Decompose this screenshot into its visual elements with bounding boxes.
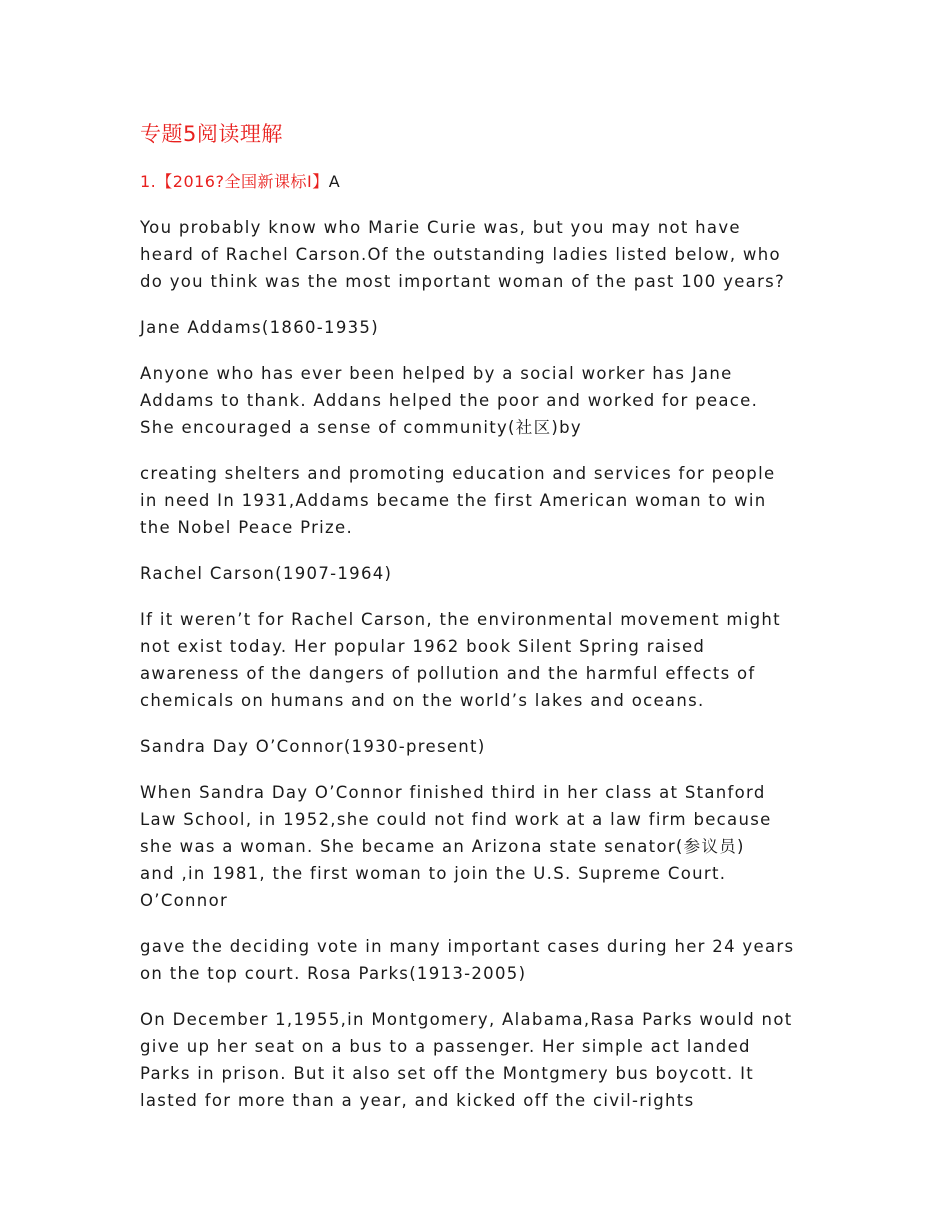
- paragraph-10: [140, 1006, 810, 1114]
- text-line: do you think was the most important woman of the past 100 years?: [140, 272, 786, 291]
- text-line: You probably know who Marie Curie was, but you may not have: [140, 218, 741, 237]
- text-line: She encouraged a sense of community(社区)by: [140, 418, 582, 437]
- question-heading: [140, 170, 810, 194]
- text-line: When Sandra Day O’Connor finished third in her class at Stanford: [140, 783, 766, 802]
- paragraph-3: [140, 360, 810, 441]
- text-line: give up her seat on a bus to a passenger. Her simple act landed: [140, 1037, 751, 1056]
- paragraph-7: [140, 733, 810, 760]
- text-line: Law School, in 1952,she could not find work at a law firm because: [140, 810, 772, 829]
- text-line: in need In 1931,Addams became the first American woman to win: [140, 491, 767, 510]
- page-title: 专题5阅读理解: [140, 122, 283, 146]
- document-page: [140, 118, 810, 1133]
- paragraph-9: [140, 933, 810, 987]
- paragraph-2: [140, 314, 810, 341]
- passage-mark: A: [328, 172, 341, 191]
- text-line: heard of Rachel Carson.Of the outstanding ladies listed below, who: [140, 245, 781, 264]
- text-line: Parks in prison. But it also set off the Montgmery bus boycott. It: [140, 1064, 755, 1083]
- text-line: On December 1,1955,in Montgomery, Alabama,Rasa Parks would not: [140, 1010, 793, 1029]
- text-line: on the top court. Rosa Parks(1913-2005): [140, 964, 527, 983]
- passage-body: [140, 214, 810, 1114]
- paragraph-5: [140, 560, 810, 587]
- paragraph-4: [140, 460, 810, 541]
- text-line: Sandra Day O’Connor(1930-present): [140, 737, 486, 756]
- text-line: Jane Addams(1860-1935): [140, 318, 379, 337]
- text-line: not exist today. Her popular 1962 book Silent Spring raised: [140, 637, 706, 656]
- question-source: 1.【2016?全国新课标Ⅰ】: [140, 172, 329, 191]
- text-line: awareness of the dangers of pollution and the harmful effects of: [140, 664, 756, 683]
- text-line: Addams to thank. Addans helped the poor and worked for peace.: [140, 391, 759, 410]
- text-line: Rachel Carson(1907-1964): [140, 564, 393, 583]
- text-line: Anyone who has ever been helped by a social worker has Jane: [140, 364, 733, 383]
- text-line: O’Connor: [140, 891, 229, 910]
- text-line: she was a woman. She became an Arizona state senator(参议员): [140, 837, 745, 856]
- text-line: gave the deciding vote in many important cases during her 24 years: [140, 937, 795, 956]
- text-line: the Nobel Peace Prize.: [140, 518, 353, 537]
- text-line: If it weren’t for Rachel Carson, the environmental movement might: [140, 610, 781, 629]
- text-line: and ,in 1981, the first woman to join the U.S. Supreme Court.: [140, 864, 727, 883]
- text-line: lasted for more than a year, and kicked off the civil-rights: [140, 1091, 695, 1110]
- paragraph-1: [140, 214, 810, 295]
- paragraph-6: [140, 606, 810, 714]
- paragraph-8: [140, 779, 810, 914]
- text-line: chemicals on humans and on the world’s lakes and oceans.: [140, 691, 705, 710]
- text-line: creating shelters and promoting education and services for people: [140, 464, 776, 483]
